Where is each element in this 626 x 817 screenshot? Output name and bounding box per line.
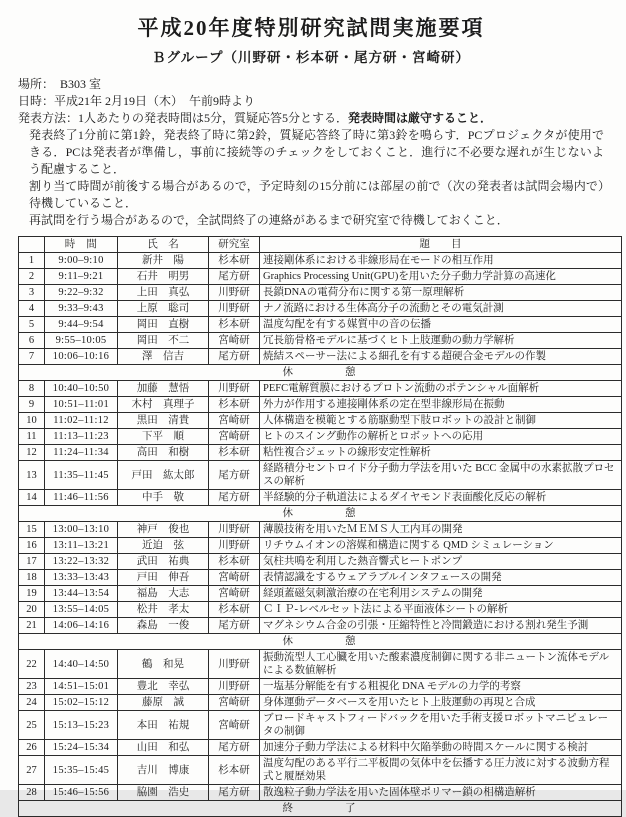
cell-name: 近迫 弦 [118, 538, 209, 554]
cell-lab: 川野研 [209, 538, 260, 554]
cell-lab: 川野研 [209, 522, 260, 538]
place-line: 場所： B303 室 [18, 77, 102, 91]
cell-lab: 宮崎研 [209, 711, 260, 740]
cell-lab: 尾方研 [209, 740, 260, 756]
cell-time: 14:40–14:50 [45, 650, 118, 679]
cell-lab: 宮崎研 [209, 586, 260, 602]
cell-title: 焼結スペーサー法による細孔を有する超硬合金モデルの作製 [260, 349, 622, 365]
table-row [19, 695, 622, 711]
table-row [19, 650, 622, 679]
cell-name: 武田 祐典 [118, 554, 209, 570]
cell-title: 身体運動データベースを用いたヒト上肢運動の再現と合成 [260, 695, 622, 711]
cell-no: 28 [19, 785, 45, 801]
cell-lab: 尾方研 [209, 461, 260, 490]
header-lab: 研究室 [209, 237, 260, 253]
cell-time: 11:02–11:12 [45, 413, 118, 429]
table-row [19, 413, 622, 429]
cell-no: 17 [19, 554, 45, 570]
table-row [19, 538, 622, 554]
break-row [19, 634, 622, 650]
table-row [19, 522, 622, 538]
table-row [19, 570, 622, 586]
cell-time: 15:35–15:45 [45, 756, 118, 785]
cell-time: 15:13–15:23 [45, 711, 118, 740]
cell-no: 27 [19, 756, 45, 785]
cell-name: 本田 祐規 [118, 711, 209, 740]
cell-name: 戸田 紘太郎 [118, 461, 209, 490]
table-row [19, 269, 622, 285]
cell-no: 22 [19, 650, 45, 679]
cell-lab: 川野研 [209, 650, 260, 679]
cell-time: 13:00–13:10 [45, 522, 118, 538]
cell-name: 鶴 和晃 [118, 650, 209, 679]
cell-title: PEFC電解質膜におけるプロトン流動のポテンシャル面解析 [260, 381, 622, 397]
cell-no: 14 [19, 490, 45, 506]
table-row [19, 586, 622, 602]
cell-time: 10:06–10:16 [45, 349, 118, 365]
instruction-paragraph-1: 発表終了1分前に第1鈴，発表終了時に第2鈴，質疑応答終了時に第3鈴を鳴らす．PCプロジェクタが使用できる．PCは発表者が準備し，事前に接続等のチェックをしておくこと．進行に不必要な遅れが生じないよう配慮すること． [29, 128, 604, 176]
cell-no: 11 [19, 429, 45, 445]
cell-name: 松井 孝太 [118, 602, 209, 618]
cell-name: 岡田 不二 [118, 333, 209, 349]
cell-time: 13:44–13:54 [45, 586, 118, 602]
page-title: 平成20年度特別研究試問実施要項 [137, 16, 485, 40]
break-row [19, 506, 622, 522]
cell-time: 9:33–9:43 [45, 301, 118, 317]
cell-name: 神戸 俊也 [118, 522, 209, 538]
cell-time: 9:11–9:21 [45, 269, 118, 285]
cell-lab: 宮崎研 [209, 413, 260, 429]
cell-name: 脇園 浩史 [118, 785, 209, 801]
cell-lab: 川野研 [209, 679, 260, 695]
cell-time: 10:51–11:01 [45, 397, 118, 413]
cell-name: 岡田 直樹 [118, 317, 209, 333]
cell-no: 1 [19, 253, 45, 269]
cell-time: 13:55–14:05 [45, 602, 118, 618]
table-row [19, 317, 622, 333]
cell-title: 散逸粒子動力学法を用いた固体壁ポリマー鎖の相構造解析 [260, 785, 622, 801]
table-row [19, 490, 622, 506]
break-label: 休 憩 [19, 634, 622, 650]
header-time: 時 間 [45, 237, 118, 253]
cell-no: 5 [19, 317, 45, 333]
table-row [19, 756, 622, 785]
table-row [19, 429, 622, 445]
header-no [19, 237, 45, 253]
table-row [19, 381, 622, 397]
info-block [18, 76, 604, 229]
datetime-line: 日時：平成21年 2月19日（木） 午前9時より [18, 94, 256, 108]
cell-lab: 宮崎研 [209, 695, 260, 711]
cell-name: 石井 明男 [118, 269, 209, 285]
cell-title: 振動流型人工心臓を用いた酸素濃度制御に関する非ニュートン流体モデルによる数値解析 [260, 650, 622, 679]
cell-name: 藤原 誠 [118, 695, 209, 711]
method-line [18, 110, 604, 127]
cell-lab: 宮崎研 [209, 570, 260, 586]
cell-title: 粘性複合ジェットの線形安定性解析 [260, 445, 622, 461]
cell-no: 20 [19, 602, 45, 618]
cell-title: 半経験的分子軌道法によるダイヤモンド表面酸化反応の解析 [260, 490, 622, 506]
instruction-paragraph-2: 割り当て時間が前後する場合があるので，予定時刻の15分前には部屋の前で（次の発表者は試問会場内で）待機していること． [29, 179, 604, 210]
cell-title: 加速分子動力学法による材料中欠陥挙動の時間スケールに関する検討 [260, 740, 622, 756]
cell-lab: 尾方研 [209, 269, 260, 285]
cell-time: 11:46–11:56 [45, 490, 118, 506]
cell-time: 9:44–9:54 [45, 317, 118, 333]
cell-lab: 宮崎研 [209, 333, 260, 349]
cell-name: 新井 陽 [118, 253, 209, 269]
cell-no: 3 [19, 285, 45, 301]
table-row [19, 285, 622, 301]
cell-no: 26 [19, 740, 45, 756]
cell-title: ＣＩＰ-レベルセット法による平面液体シートの解析 [260, 602, 622, 618]
group-subtitle: Ｂグループ（川野研・杉本研・尾方研・宮崎研） [152, 50, 470, 65]
cell-time: 9:22–9:32 [45, 285, 118, 301]
cell-lab: 川野研 [209, 285, 260, 301]
cell-lab: 杉本研 [209, 602, 260, 618]
break-label: 休 憩 [19, 506, 622, 522]
cell-no: 12 [19, 445, 45, 461]
cell-time: 15:02–15:12 [45, 695, 118, 711]
cell-title: 表情認識をするウェアラブルインタフェースの開発 [260, 570, 622, 586]
cell-title: 一塩基分解能を有する粗視化 DNA モデルの力学的考察 [260, 679, 622, 695]
cell-no: 15 [19, 522, 45, 538]
cell-no: 7 [19, 349, 45, 365]
cell-name: 山田 和弘 [118, 740, 209, 756]
table-row [19, 711, 622, 740]
cell-name: 吉川 博康 [118, 756, 209, 785]
cell-title: Graphics Processing Unit(GPU)を用いた分子動力学計算の高速化 [260, 269, 622, 285]
table-row [19, 554, 622, 570]
cell-title: 温度勾配を有する媒質中の音の伝播 [260, 317, 622, 333]
cell-name: 高田 和樹 [118, 445, 209, 461]
cell-time: 10:40–10:50 [45, 381, 118, 397]
break-row [19, 365, 622, 381]
header-title: 題 目 [260, 237, 622, 253]
header-name: 氏 名 [118, 237, 209, 253]
table-row [19, 785, 622, 801]
cell-lab: 尾方研 [209, 618, 260, 634]
table-row [19, 301, 622, 317]
cell-time: 9:55–10:05 [45, 333, 118, 349]
cell-no: 19 [19, 586, 45, 602]
cell-title: 気柱共鳴を利用した熱音響式ヒートポンプ [260, 554, 622, 570]
cell-lab: 杉本研 [209, 397, 260, 413]
cell-time: 11:24–11:34 [45, 445, 118, 461]
cell-time: 15:24–15:34 [45, 740, 118, 756]
cell-title: マグネシウム合金の引張・圧縮特性と冷間鍛造における割れ発生予測 [260, 618, 622, 634]
cell-title: 温度勾配のある平行二平板間の気体中を伝播する圧力波に対する波動方程式と履歴効果 [260, 756, 622, 785]
table-row [19, 679, 622, 695]
cell-lab: 尾方研 [209, 349, 260, 365]
instruction-paragraph-3: 再試問を行う場合があるので，全試問終了の連絡があるまで研究室で待機しておくこと． [29, 213, 509, 227]
cell-time: 11:35–11:45 [45, 461, 118, 490]
cell-lab: 川野研 [209, 301, 260, 317]
cell-time: 13:22–13:32 [45, 554, 118, 570]
cell-title: 薄膜技術を用いたＭＥＭＳ人工内耳の開発 [260, 522, 622, 538]
cell-time: 14:06–14:16 [45, 618, 118, 634]
schedule-table-body [19, 253, 622, 817]
table-row [19, 349, 622, 365]
cell-title: 冗長筋骨格モデルに基づくヒト上肢運動の動力学解析 [260, 333, 622, 349]
cell-no: 16 [19, 538, 45, 554]
cell-no: 9 [19, 397, 45, 413]
cell-title: 経頭蓋磁気刺激治療の在宅利用システムの開発 [260, 586, 622, 602]
cell-title: 長鎖DNAの電荷分布に関する第一原理解析 [260, 285, 622, 301]
cell-title: 外力が作用する連接剛体系の定在型非線形局在振動 [260, 397, 622, 413]
cell-lab: 杉本研 [209, 317, 260, 333]
cell-name: 森島 一俊 [118, 618, 209, 634]
cell-no: 24 [19, 695, 45, 711]
cell-name: 下平 順 [118, 429, 209, 445]
cell-name: 上原 聡司 [118, 301, 209, 317]
cell-lab: 宮崎研 [209, 429, 260, 445]
cell-title: ヒトのスイング動作の解析とロボットへの応用 [260, 429, 622, 445]
cell-name: 木村 真理子 [118, 397, 209, 413]
cell-title: ナノ流路における生体高分子の流動とその電気計測 [260, 301, 622, 317]
cell-time: 13:33–13:43 [45, 570, 118, 586]
cell-no: 2 [19, 269, 45, 285]
method-emphasis: 発表時間は厳守すること． [348, 111, 493, 125]
cell-no: 8 [19, 381, 45, 397]
cell-name: 福島 大志 [118, 586, 209, 602]
cell-time: 9:00–9:10 [45, 253, 118, 269]
cell-no: 21 [19, 618, 45, 634]
method-text: 発表方法：1人あたりの発表時間は5分，質疑応答5分とする． [18, 111, 349, 125]
cell-title: ブロードキャストフィードバックを用いた手術支援ロボットマニピュレータの制御 [260, 711, 622, 740]
cell-no: 25 [19, 711, 45, 740]
cell-no: 23 [19, 679, 45, 695]
cell-lab: 杉本研 [209, 756, 260, 785]
end-label: 終 了 [19, 801, 622, 817]
cell-name: 上田 真弘 [118, 285, 209, 301]
cell-no: 13 [19, 461, 45, 490]
table-row [19, 740, 622, 756]
break-label: 休 憩 [19, 365, 622, 381]
cell-lab: 杉本研 [209, 554, 260, 570]
cell-no: 10 [19, 413, 45, 429]
schedule-table [18, 236, 622, 817]
table-row [19, 618, 622, 634]
table-row [19, 333, 622, 349]
end-row [19, 801, 622, 817]
table-row [19, 602, 622, 618]
cell-name: 中手 敬 [118, 490, 209, 506]
cell-title: 連接剛体系における非線形局在モードの相互作用 [260, 253, 622, 269]
cell-time: 15:46–15:56 [45, 785, 118, 801]
cell-time: 14:51–15:01 [45, 679, 118, 695]
cell-time: 13:11–13:21 [45, 538, 118, 554]
cell-lab: 尾方研 [209, 490, 260, 506]
cell-no: 6 [19, 333, 45, 349]
cell-title: 人体構造を模範とする筋駆動型下肢ロボットの設計と制御 [260, 413, 622, 429]
table-header-row [19, 237, 622, 253]
table-row [19, 253, 622, 269]
cell-title: 経路積分セントロイド分子動力学法を用いた BCC 金属中の水素拡散プロセスの解析 [260, 461, 622, 490]
cell-no: 18 [19, 570, 45, 586]
cell-no: 4 [19, 301, 45, 317]
cell-time: 11:13–11:23 [45, 429, 118, 445]
cell-name: 加藤 慧悟 [118, 381, 209, 397]
cell-name: 戸田 伸吾 [118, 570, 209, 586]
table-row [19, 397, 622, 413]
cell-lab: 杉本研 [209, 445, 260, 461]
cell-name: 黒田 清貴 [118, 413, 209, 429]
cell-title: リチウムイオンの溶媒和構造に関する QMD シミュレーション [260, 538, 622, 554]
cell-name: 澤 信吉 [118, 349, 209, 365]
cell-name: 豊北 幸弘 [118, 679, 209, 695]
table-row [19, 445, 622, 461]
table-row [19, 461, 622, 490]
cell-lab: 尾方研 [209, 785, 260, 801]
cell-lab: 杉本研 [209, 253, 260, 269]
cell-lab: 川野研 [209, 381, 260, 397]
